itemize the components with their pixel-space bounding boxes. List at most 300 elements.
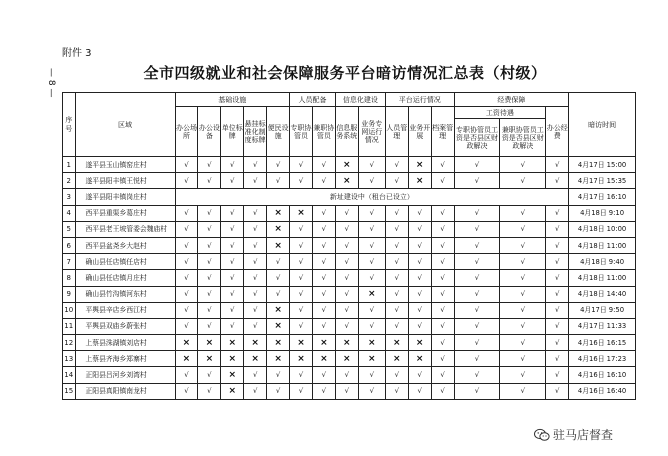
row-time: 4月17日 16:10: [569, 189, 636, 205]
check-mark: √: [358, 270, 385, 286]
check-mark: √: [358, 221, 385, 237]
header-col-sign: 单位标牌: [221, 107, 244, 157]
table-row: [63, 221, 636, 237]
check-mark: √: [454, 383, 500, 399]
check-mark: √: [454, 318, 500, 334]
check-mark: √: [454, 367, 500, 383]
cross-mark: ×: [290, 335, 313, 351]
check-mark: √: [546, 237, 569, 253]
table-row: [63, 237, 636, 253]
row-seq: 12: [63, 335, 76, 351]
check-mark: √: [221, 254, 244, 270]
cross-mark: ×: [312, 351, 335, 367]
row-seq: 2: [63, 173, 76, 189]
check-mark: √: [431, 237, 454, 253]
row-seq: 8: [63, 270, 76, 286]
header-group-infrastructure: 基础设施: [175, 93, 290, 107]
header-group-operation: 平台运行情况: [385, 93, 454, 107]
check-mark: √: [358, 302, 385, 318]
row-seq: 5: [63, 221, 76, 237]
row-time: 4月18日 11:00: [569, 270, 636, 286]
check-mark: √: [198, 270, 221, 286]
cross-mark: ×: [408, 351, 431, 367]
check-mark: √: [198, 286, 221, 302]
check-mark: √: [198, 221, 221, 237]
check-mark: √: [175, 367, 198, 383]
check-mark: √: [431, 367, 454, 383]
check-mark: √: [385, 254, 408, 270]
check-mark: √: [385, 302, 408, 318]
row-area: 遂平县玉山镇窑庄村: [75, 157, 175, 173]
check-mark: √: [454, 221, 500, 237]
table-row: [63, 173, 636, 189]
check-mark: √: [431, 335, 454, 351]
check-mark: √: [221, 270, 244, 286]
check-mark: √: [335, 367, 358, 383]
check-mark: √: [244, 221, 267, 237]
check-mark: √: [431, 351, 454, 367]
check-mark: √: [358, 205, 385, 221]
check-mark: √: [546, 157, 569, 173]
cross-mark: ×: [221, 383, 244, 399]
check-mark: √: [198, 367, 221, 383]
row-area: 平舆县双庙乡蔚张村: [75, 318, 175, 334]
cross-mark: ×: [335, 157, 358, 173]
cross-mark: ×: [358, 335, 385, 351]
table-row: [63, 318, 636, 334]
check-mark: √: [546, 335, 569, 351]
check-mark: √: [175, 173, 198, 189]
row-area: 遂平县阳丰镇王悦村: [75, 173, 175, 189]
check-mark: √: [454, 270, 500, 286]
header-col-facilities: 便民设施: [267, 107, 290, 157]
check-mark: √: [221, 221, 244, 237]
check-mark: √: [335, 270, 358, 286]
check-mark: √: [385, 157, 408, 173]
check-mark: √: [500, 367, 546, 383]
check-mark: √: [385, 383, 408, 399]
check-mark: √: [290, 221, 313, 237]
check-mark: √: [335, 318, 358, 334]
table-row: [63, 157, 636, 173]
check-mark: √: [431, 254, 454, 270]
header-col-rules-board: 悬挂标准化制度标牌: [244, 107, 267, 157]
wechat-icon: [534, 428, 550, 442]
check-mark: √: [335, 221, 358, 237]
row-area: 西平县盆尧乡大赵村: [75, 237, 175, 253]
cross-mark: ×: [408, 173, 431, 189]
check-mark: √: [358, 383, 385, 399]
check-mark: √: [358, 254, 385, 270]
cross-mark: ×: [385, 351, 408, 367]
check-mark: √: [198, 173, 221, 189]
check-mark: √: [267, 173, 290, 189]
table-body: [63, 157, 636, 400]
check-mark: √: [335, 254, 358, 270]
row-seq: 4: [63, 205, 76, 221]
check-mark: √: [431, 157, 454, 173]
check-mark: √: [221, 286, 244, 302]
check-mark: √: [267, 254, 290, 270]
check-mark: √: [267, 383, 290, 399]
cross-mark: ×: [198, 351, 221, 367]
check-mark: √: [431, 302, 454, 318]
row-area: 遂平县阳丰镇岗庄村: [75, 189, 175, 205]
check-mark: √: [385, 237, 408, 253]
header-col-fulltime-wage: 专职协管员工资是否县区财政解决: [454, 119, 500, 157]
row-time: 4月18日 14:40: [569, 286, 636, 302]
check-mark: √: [312, 286, 335, 302]
check-mark: √: [335, 383, 358, 399]
check-mark: √: [500, 221, 546, 237]
check-mark: √: [175, 270, 198, 286]
check-mark: √: [175, 302, 198, 318]
check-mark: √: [198, 302, 221, 318]
check-mark: √: [454, 157, 500, 173]
check-mark: √: [408, 286, 431, 302]
row-time: 4月18日 9:10: [569, 205, 636, 221]
check-mark: √: [267, 157, 290, 173]
row-time: 4月16日 16:15: [569, 335, 636, 351]
check-mark: √: [546, 367, 569, 383]
check-mark: √: [244, 286, 267, 302]
cross-mark: ×: [335, 351, 358, 367]
check-mark: √: [408, 302, 431, 318]
check-mark: √: [175, 205, 198, 221]
check-mark: √: [335, 205, 358, 221]
row-seq: 3: [63, 189, 76, 205]
header-col-office: 办公场所: [175, 107, 198, 157]
cross-mark: ×: [221, 367, 244, 383]
check-mark: √: [244, 383, 267, 399]
check-mark: √: [244, 367, 267, 383]
check-mark: √: [335, 237, 358, 253]
header-col-equipment: 办公设备: [198, 107, 221, 157]
check-mark: √: [244, 237, 267, 253]
check-mark: √: [385, 173, 408, 189]
cross-mark: ×: [335, 335, 358, 351]
cross-mark: ×: [408, 335, 431, 351]
check-mark: √: [175, 318, 198, 334]
check-mark: √: [454, 351, 500, 367]
cross-mark: ×: [267, 302, 290, 318]
check-mark: √: [312, 173, 335, 189]
check-mark: √: [290, 302, 313, 318]
cross-mark: ×: [198, 335, 221, 351]
table-row: [63, 351, 636, 367]
check-mark: √: [431, 318, 454, 334]
check-mark: √: [198, 157, 221, 173]
row-time: 4月16日 16:10: [569, 367, 636, 383]
cross-mark: ×: [267, 205, 290, 221]
check-mark: √: [500, 335, 546, 351]
check-mark: √: [312, 367, 335, 383]
check-mark: √: [500, 302, 546, 318]
header-seq: 序号: [63, 93, 76, 157]
row-seq: 11: [63, 318, 76, 334]
table-row: [63, 383, 636, 399]
row-time: 4月18日 9:40: [569, 254, 636, 270]
summary-table: [62, 92, 636, 400]
check-mark: √: [546, 318, 569, 334]
cross-mark: ×: [408, 157, 431, 173]
check-mark: √: [175, 157, 198, 173]
header-col-staff-mgmt: 人员管理: [385, 107, 408, 157]
check-mark: √: [335, 302, 358, 318]
check-mark: √: [454, 237, 500, 253]
check-mark: √: [358, 173, 385, 189]
cross-mark: ×: [358, 286, 385, 302]
check-mark: √: [290, 237, 313, 253]
check-mark: √: [290, 367, 313, 383]
cross-mark: ×: [221, 351, 244, 367]
check-mark: √: [312, 383, 335, 399]
check-mark: √: [500, 286, 546, 302]
check-mark: √: [431, 286, 454, 302]
page-number-text: — 8 —: [46, 68, 56, 98]
check-mark: √: [244, 173, 267, 189]
annex-label: 附件 3: [62, 48, 92, 59]
check-mark: √: [198, 254, 221, 270]
check-mark: √: [221, 157, 244, 173]
row-seq: 1: [63, 157, 76, 173]
check-mark: √: [500, 270, 546, 286]
cross-mark: ×: [312, 335, 335, 351]
check-mark: √: [312, 318, 335, 334]
check-mark: √: [221, 237, 244, 253]
table-row: [63, 189, 636, 205]
header-group-staffing: 人员配备: [290, 93, 336, 107]
row-time: 4月18日 11:00: [569, 237, 636, 253]
check-mark: √: [290, 254, 313, 270]
check-mark: √: [454, 335, 500, 351]
check-mark: √: [244, 254, 267, 270]
check-mark: √: [385, 367, 408, 383]
page-title: 全市四级就业和社会保障服务平台暗访情况汇总表（村级）: [143, 64, 547, 82]
check-mark: √: [546, 383, 569, 399]
check-mark: √: [454, 173, 500, 189]
check-mark: √: [500, 254, 546, 270]
check-mark: √: [267, 367, 290, 383]
header-area: 区域: [75, 93, 175, 157]
row-seq: 13: [63, 351, 76, 367]
check-mark: √: [546, 221, 569, 237]
check-mark: √: [175, 221, 198, 237]
check-mark: √: [385, 221, 408, 237]
check-mark: √: [385, 318, 408, 334]
row-area: 正阳县吕河乡刘湾村: [75, 367, 175, 383]
check-mark: √: [312, 237, 335, 253]
cross-mark: ×: [244, 351, 267, 367]
check-mark: √: [267, 270, 290, 286]
cross-mark: ×: [267, 351, 290, 367]
check-mark: √: [175, 383, 198, 399]
check-mark: √: [500, 383, 546, 399]
row-time: 4月17日 15:00: [569, 157, 636, 173]
check-mark: √: [244, 318, 267, 334]
table-row: [63, 302, 636, 318]
cross-mark: ×: [335, 173, 358, 189]
check-mark: √: [312, 205, 335, 221]
row-merged-note: 新址建设中（租台已设立）: [175, 189, 569, 205]
check-mark: √: [244, 205, 267, 221]
table-row: [63, 335, 636, 351]
check-mark: √: [408, 318, 431, 334]
check-mark: √: [290, 383, 313, 399]
row-seq: 14: [63, 367, 76, 383]
watermark-text: 驻马店督查: [553, 428, 614, 442]
check-mark: √: [290, 173, 313, 189]
row-area: 西平县老王坡管委会魏庙村: [75, 221, 175, 237]
check-mark: √: [454, 286, 500, 302]
row-area: 上蔡县洙湖镇刘店村: [75, 335, 175, 351]
check-mark: √: [385, 205, 408, 221]
check-mark: √: [546, 173, 569, 189]
check-mark: √: [358, 367, 385, 383]
check-mark: √: [500, 205, 546, 221]
row-seq: 7: [63, 254, 76, 270]
row-seq: 15: [63, 383, 76, 399]
check-mark: √: [244, 270, 267, 286]
header-time: 暗访时间: [569, 93, 636, 157]
cross-mark: ×: [244, 335, 267, 351]
row-seq: 9: [63, 286, 76, 302]
check-mark: √: [408, 254, 431, 270]
header-col-info-system: 信息服务系统: [335, 107, 358, 157]
check-mark: √: [312, 254, 335, 270]
check-mark: √: [198, 383, 221, 399]
header-col-archives: 档案管理: [431, 107, 454, 157]
row-seq: 6: [63, 237, 76, 253]
row-area: 上蔡县齐海乡郑寨村: [75, 351, 175, 367]
check-mark: √: [312, 302, 335, 318]
header-subgroup-wage: 工资待遇: [454, 107, 546, 119]
check-mark: √: [290, 270, 313, 286]
check-mark: √: [312, 270, 335, 286]
check-mark: √: [385, 270, 408, 286]
check-mark: √: [431, 221, 454, 237]
check-mark: √: [454, 302, 500, 318]
cross-mark: ×: [267, 221, 290, 237]
check-mark: √: [454, 254, 500, 270]
check-mark: √: [431, 270, 454, 286]
cross-mark: ×: [385, 335, 408, 351]
check-mark: √: [358, 318, 385, 334]
table-row: [63, 367, 636, 383]
check-mark: √: [385, 286, 408, 302]
row-time: 4月16日 17:23: [569, 351, 636, 367]
check-mark: √: [221, 302, 244, 318]
check-mark: √: [290, 318, 313, 334]
header-group-funding: 经费保障: [454, 93, 569, 107]
check-mark: √: [408, 205, 431, 221]
check-mark: √: [431, 205, 454, 221]
check-mark: √: [408, 270, 431, 286]
check-mark: √: [244, 302, 267, 318]
row-time: 4月18日 10:00: [569, 221, 636, 237]
check-mark: √: [221, 173, 244, 189]
check-mark: √: [408, 367, 431, 383]
check-mark: √: [175, 254, 198, 270]
row-seq: 10: [63, 302, 76, 318]
check-mark: √: [546, 302, 569, 318]
header-col-fulltime-staff: 专职协管员: [290, 107, 313, 157]
row-area: 确山县竹沟镇河东村: [75, 286, 175, 302]
cross-mark: ×: [267, 237, 290, 253]
row-time: 4月17日 15:35: [569, 173, 636, 189]
header-col-parttime-wage: 兼职协管员工资是否县区财政解决: [500, 119, 546, 157]
row-area: 西平县重渠乡葛庄村: [75, 205, 175, 221]
table-row: [63, 270, 636, 286]
header-col-office-funds: 办公经费: [546, 107, 569, 157]
cross-mark: ×: [221, 335, 244, 351]
check-mark: √: [198, 237, 221, 253]
check-mark: √: [290, 157, 313, 173]
check-mark: √: [358, 237, 385, 253]
check-mark: √: [500, 237, 546, 253]
page-number-mark: [45, 68, 55, 101]
check-mark: √: [358, 157, 385, 173]
check-mark: √: [431, 173, 454, 189]
header-col-network: 业务专网运行情况: [358, 107, 385, 157]
check-mark: √: [500, 318, 546, 334]
check-mark: √: [500, 173, 546, 189]
cross-mark: ×: [267, 318, 290, 334]
check-mark: √: [198, 318, 221, 334]
cross-mark: ×: [290, 205, 313, 221]
check-mark: √: [221, 205, 244, 221]
check-mark: √: [312, 157, 335, 173]
check-mark: √: [546, 254, 569, 270]
check-mark: √: [546, 270, 569, 286]
cross-mark: ×: [358, 351, 385, 367]
header-col-parttime-staff: 兼职协管员: [312, 107, 335, 157]
check-mark: √: [454, 205, 500, 221]
check-mark: √: [312, 221, 335, 237]
table-row: [63, 205, 636, 221]
check-mark: √: [175, 237, 198, 253]
check-mark: √: [408, 221, 431, 237]
check-mark: √: [546, 351, 569, 367]
row-time: 4月17日 11:33: [569, 318, 636, 334]
check-mark: √: [335, 286, 358, 302]
table-row: [63, 286, 636, 302]
check-mark: √: [408, 237, 431, 253]
check-mark: √: [267, 286, 290, 302]
row-area: 确山县任店镇任店村: [75, 254, 175, 270]
row-area: 平舆县辛店乡西江村: [75, 302, 175, 318]
check-mark: √: [500, 157, 546, 173]
cross-mark: ×: [290, 351, 313, 367]
check-mark: √: [546, 286, 569, 302]
watermark: [534, 426, 613, 443]
row-time: 4月16日 16:40: [569, 383, 636, 399]
cross-mark: ×: [267, 335, 290, 351]
row-area: 正阳县真阳镇南龙村: [75, 383, 175, 399]
check-mark: √: [546, 205, 569, 221]
check-mark: √: [175, 286, 198, 302]
check-mark: √: [431, 383, 454, 399]
row-area: 确山县任店镇月庄村: [75, 270, 175, 286]
cross-mark: ×: [175, 335, 198, 351]
check-mark: √: [221, 318, 244, 334]
table-row: [63, 254, 636, 270]
row-time: 4月17日 9:50: [569, 302, 636, 318]
cross-mark: ×: [175, 351, 198, 367]
check-mark: √: [500, 351, 546, 367]
check-mark: √: [198, 205, 221, 221]
header-col-business: 业务开展: [408, 107, 431, 157]
